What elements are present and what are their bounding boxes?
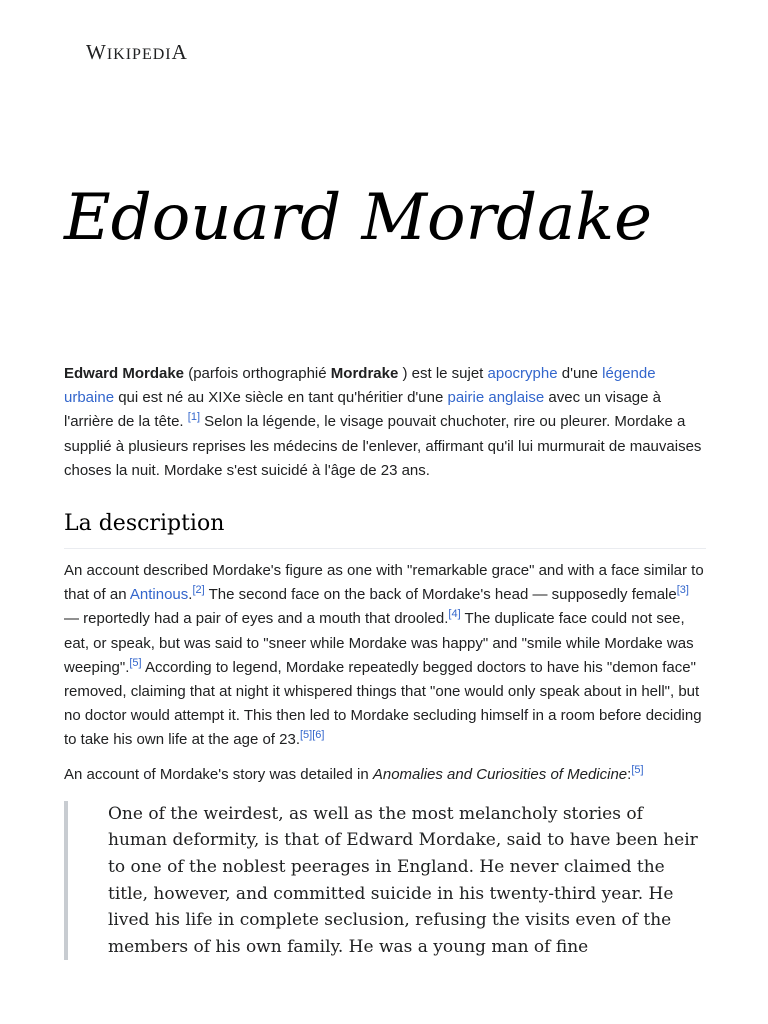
wordmark-middle: IKIPEDI	[106, 46, 172, 63]
reference-link-6[interactable]: [6]	[312, 729, 325, 742]
section-heading-description: La description	[64, 509, 706, 549]
link-apocryphe[interactable]: apocryphe	[487, 365, 558, 382]
link-pairie-anglaise[interactable]: pairie anglaise	[447, 389, 545, 407]
wordmark-first: W	[86, 40, 107, 64]
reference-link-4[interactable]: [4]	[448, 608, 461, 621]
intro-text: d'une	[557, 365, 603, 382]
reference-link-3[interactable]: [3]	[676, 584, 689, 597]
description-paragraph	[64, 559, 706, 753]
link-antinous[interactable]: Antinous	[129, 586, 189, 604]
intro-text: Selon la légende, le visage pouvait chuchoter, rire ou pleurer. Mordake a supplié à plusieurs reprises les médecins de l'enlever, affirmant qu'il lui murmurait de mauvaises choses la nuit. Mordake s'est suicidé à l'âge de 23 ans.	[64, 413, 702, 479]
desc-text: An account described Mordake's figure as one with "remarkable grace" and with a face similar to that of an	[64, 562, 704, 604]
intro-bold-alt: Mordrake	[330, 365, 399, 382]
book-title: Anomalies and Curiosities of Medicine	[372, 765, 628, 783]
wikipedia-wordmark-logo[interactable]	[86, 40, 188, 65]
block-quote: One of the weirdest, as well as the most melancholy stories of human deformity, is that of Edward Mordake, said to have been heir to one of the noblest peerages in England. He never claimed the title, however, and committed suicide in his twenty-third year. He lived his life in complete seclusion, refusing the visits even of the members of his own family. He was a young man of fine	[64, 801, 706, 961]
desc-text: — reportedly had a pair of eyes and a mouth that drooled.	[64, 610, 449, 628]
reference-4	[448, 608, 460, 620]
intro-bold-name: Edward Mordake	[64, 365, 185, 382]
reference-3	[677, 584, 689, 596]
reference-link-1[interactable]: [1]	[187, 411, 200, 424]
desc-text: The duplicate face could not see, eat, or speak, but was said to "sneer while Mordake was happy" and "smile while Mordake was weeping".	[64, 610, 694, 676]
reference-5-account	[631, 764, 643, 776]
intro-text: qui est né au XIXe siècle en tant qu'héritier d'une	[114, 389, 448, 407]
account-text: An account of Mordake's story was detailed in	[64, 765, 373, 783]
reference-link-5[interactable]: [5]	[129, 656, 142, 669]
intro-text: avec un visage à l'arrière de la tête.	[64, 389, 661, 431]
desc-text: .	[188, 586, 193, 604]
reference-link-5b[interactable]: [5]	[300, 729, 313, 742]
intro-text: ) est le sujet	[398, 365, 488, 382]
desc-text: According to legend, Mordake repeatedly begged doctors to have his "demon face" removed, claiming that at night it whispered things that "one would only speak about in hell", but no doctor would attempt it. This then led to Mordake secluding himself in a room before deciding to take his own life at the age of 23.	[64, 658, 702, 749]
reference-link-5c[interactable]: [5]	[631, 763, 644, 776]
account-text: :	[627, 765, 632, 783]
wordmark-last: A	[171, 40, 188, 64]
intro-text: (parfois orthographié	[184, 365, 331, 382]
article-content	[64, 362, 706, 960]
intro-paragraph	[64, 362, 706, 483]
reference-2	[192, 584, 204, 596]
link-legende-urbaine[interactable]: légende urbaine	[64, 365, 656, 407]
reference-link-2[interactable]: [2]	[192, 584, 205, 597]
reference-5	[129, 657, 141, 669]
desc-text: The second face on the back of Mordake's head — supposedly female	[204, 586, 677, 604]
reference-1	[188, 411, 200, 423]
page-title: Edouard Mordake	[64, 181, 652, 255]
account-paragraph	[64, 763, 706, 787]
reference-5-6	[300, 729, 324, 741]
